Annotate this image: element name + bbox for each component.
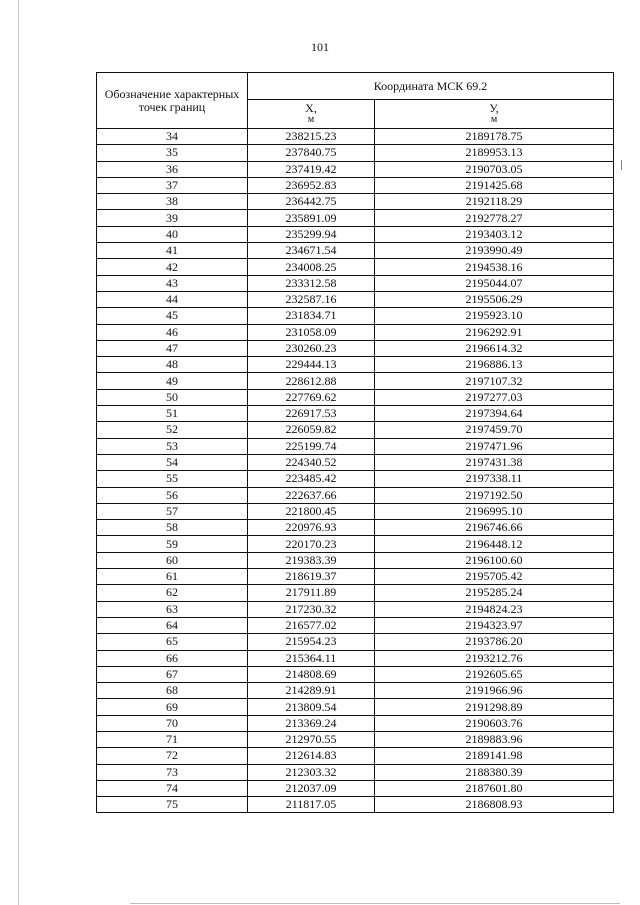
cell-y: 2194323.97 [375,617,614,633]
table-row [97,731,614,747]
cell-x: 236442.75 [248,194,375,210]
cell-y: 2193403.12 [375,226,614,242]
cell-point: 64 [97,617,248,633]
cell-x: 226917.53 [248,406,375,422]
cell-x: 221800.45 [248,503,375,519]
cell-point: 68 [97,683,248,699]
cell-point: 75 [97,797,248,813]
scan-edge-left [18,0,19,905]
cell-point: 57 [97,503,248,519]
table-row [97,666,614,682]
header-x-unit: м [307,114,315,125]
cell-x: 217230.32 [248,601,375,617]
cell-x: 227769.62 [248,389,375,405]
cell-x: 233312.58 [248,275,375,291]
cell-point: 71 [97,731,248,747]
cell-x: 234671.54 [248,243,375,259]
cell-x: 235891.09 [248,210,375,226]
table-row [97,454,614,470]
cell-x: 231834.71 [248,308,375,324]
cell-y: 2192118.29 [375,194,614,210]
table-row [97,503,614,519]
cell-point: 59 [97,536,248,552]
cell-point: 55 [97,471,248,487]
table-row [97,438,614,454]
cell-y: 2193786.20 [375,634,614,650]
cell-x: 231058.09 [248,324,375,340]
cell-point: 45 [97,308,248,324]
table-row [97,275,614,291]
cell-y: 2196995.10 [375,503,614,519]
cell-point: 43 [97,275,248,291]
table-row [97,780,614,796]
cell-x: 237840.75 [248,145,375,161]
table-row [97,129,614,145]
cell-x: 213809.54 [248,699,375,715]
table-row [97,291,614,307]
table-row [97,177,614,193]
table-row [97,601,614,617]
table-row [97,373,614,389]
cell-y: 2196292.91 [375,324,614,340]
cell-y: 2195506.29 [375,291,614,307]
cell-x: 213369.24 [248,715,375,731]
scan-edge-bottom [130,903,620,904]
cell-y: 2197338.11 [375,471,614,487]
cell-y: 2195285.24 [375,585,614,601]
cell-y: 2188380.39 [375,764,614,780]
cell-y: 2190703.05 [375,161,614,177]
cell-x: 212037.09 [248,780,375,796]
table-row [97,308,614,324]
cell-y: 2195705.42 [375,569,614,585]
cell-x: 220976.93 [248,520,375,536]
table-row [97,650,614,666]
cell-point: 70 [97,715,248,731]
cell-point: 66 [97,650,248,666]
cell-point: 73 [97,764,248,780]
cell-point: 35 [97,145,248,161]
cell-x: 222637.66 [248,487,375,503]
cell-y: 2189953.13 [375,145,614,161]
cell-y: 2197459.70 [375,422,614,438]
header-y-label: У, [489,101,499,115]
cell-y: 2194538.16 [375,259,614,275]
cell-x: 228612.88 [248,373,375,389]
cell-x: 212614.83 [248,748,375,764]
cell-y: 2190603.76 [375,715,614,731]
cell-point: 49 [97,373,248,389]
cell-y: 2197431.38 [375,454,614,470]
cell-y: 2187601.80 [375,780,614,796]
cell-x: 215364.11 [248,650,375,666]
table-row [97,764,614,780]
cell-point: 47 [97,340,248,356]
cell-y: 2196614.32 [375,340,614,356]
cell-point: 34 [97,129,248,145]
table-row [97,634,614,650]
cell-x: 219383.39 [248,552,375,568]
table-row [97,210,614,226]
cell-x: 234008.25 [248,259,375,275]
table-row [97,259,614,275]
cell-x: 214808.69 [248,666,375,682]
page-number: 101 [311,40,329,54]
cell-x: 217911.89 [248,585,375,601]
cell-x: 232587.16 [248,291,375,307]
cell-point: 50 [97,389,248,405]
cell-y: 2197277.03 [375,389,614,405]
scan-mark-right [621,160,622,170]
cell-point: 62 [97,585,248,601]
cell-y: 2196448.12 [375,536,614,552]
cell-x: 226059.82 [248,422,375,438]
cell-x: 211817.05 [248,797,375,813]
cell-x: 235299.94 [248,226,375,242]
table-row [97,324,614,340]
cell-y: 2197192.50 [375,487,614,503]
table-body [97,129,614,813]
cell-y: 2193212.76 [375,650,614,666]
cell-point: 38 [97,194,248,210]
cell-point: 39 [97,210,248,226]
cell-y: 2192778.27 [375,210,614,226]
cell-x: 218619.37 [248,569,375,585]
table-row [97,797,614,813]
table-row [97,552,614,568]
cell-x: 238215.23 [248,129,375,145]
cell-y: 2197471.96 [375,438,614,454]
cell-point: 37 [97,177,248,193]
cell-y: 2196100.60 [375,552,614,568]
table-row [97,569,614,585]
cell-point: 51 [97,406,248,422]
coordinates-table [96,72,614,813]
cell-y: 2196746.66 [375,520,614,536]
cell-point: 52 [97,422,248,438]
cell-point: 69 [97,699,248,715]
cell-x: 214289.91 [248,683,375,699]
table-row [97,340,614,356]
table-row [97,585,614,601]
cell-point: 58 [97,520,248,536]
cell-point: 36 [97,161,248,177]
cell-point: 60 [97,552,248,568]
cell-x: 223485.42 [248,471,375,487]
cell-point: 65 [97,634,248,650]
cell-y: 2189141.98 [375,748,614,764]
table-row [97,243,614,259]
header-x-label: X, [305,101,317,115]
cell-y: 2197394.64 [375,406,614,422]
cell-point: 42 [97,259,248,275]
table-row [97,226,614,242]
cell-point: 46 [97,324,248,340]
cell-y: 2195923.10 [375,308,614,324]
table-row [97,194,614,210]
cell-x: 212970.55 [248,731,375,747]
table-header [97,73,614,129]
header-point: Обозначение характерных точек границ [97,73,248,129]
header-coordinate: Координата МСК 69.2 [248,73,614,100]
cell-x: 212303.32 [248,764,375,780]
cell-point: 48 [97,357,248,373]
table-row [97,357,614,373]
table-row [97,748,614,764]
header-y-unit: м [490,114,498,125]
cell-x: 237419.42 [248,161,375,177]
table-row [97,520,614,536]
cell-point: 56 [97,487,248,503]
table-row [97,617,614,633]
cell-x: 216577.02 [248,617,375,633]
cell-y: 2186808.93 [375,797,614,813]
cell-y: 2193990.49 [375,243,614,259]
cell-y: 2192605.65 [375,666,614,682]
cell-point: 41 [97,243,248,259]
cell-point: 72 [97,748,248,764]
cell-point: 63 [97,601,248,617]
cell-y: 2191966.96 [375,683,614,699]
table-row [97,487,614,503]
table-row [97,536,614,552]
table-row [97,161,614,177]
cell-x: 224340.52 [248,454,375,470]
cell-x: 215954.23 [248,634,375,650]
table-row [97,389,614,405]
cell-point: 74 [97,780,248,796]
cell-x: 236952.83 [248,177,375,193]
cell-y: 2189883.96 [375,731,614,747]
cell-y: 2196886.13 [375,357,614,373]
cell-y: 2194824.23 [375,601,614,617]
cell-point: 67 [97,666,248,682]
cell-x: 220170.23 [248,536,375,552]
cell-x: 230260.23 [248,340,375,356]
cell-y: 2189178.75 [375,129,614,145]
cell-point: 53 [97,438,248,454]
table-row [97,422,614,438]
cell-y: 2197107.32 [375,373,614,389]
table-row [97,471,614,487]
cell-point: 44 [97,291,248,307]
table-row [97,145,614,161]
table-row [97,406,614,422]
cell-y: 2195044.07 [375,275,614,291]
table-row [97,699,614,715]
table-row [97,683,614,699]
cell-x: 229444.13 [248,357,375,373]
cell-point: 61 [97,569,248,585]
table-row [97,715,614,731]
cell-y: 2191425.68 [375,177,614,193]
header-x [248,100,375,129]
cell-y: 2191298.89 [375,699,614,715]
cell-point: 40 [97,226,248,242]
header-y [375,100,614,129]
cell-x: 225199.74 [248,438,375,454]
cell-point: 54 [97,454,248,470]
